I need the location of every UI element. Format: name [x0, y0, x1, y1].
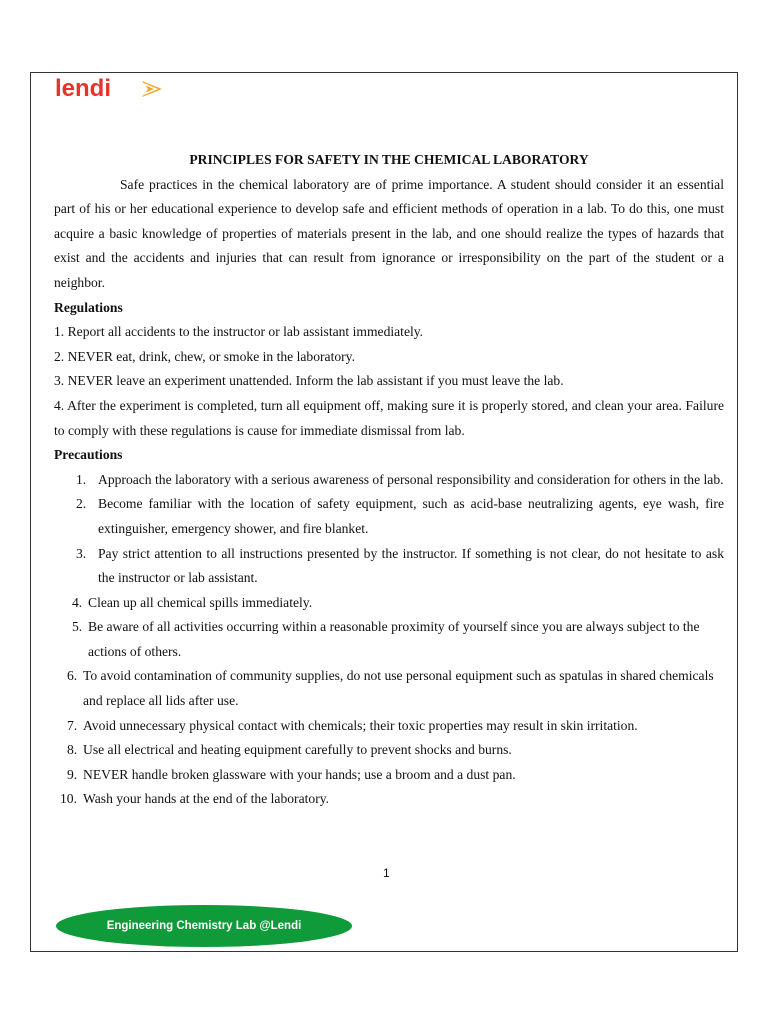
intro-text: Safe practices in the chemical laboratory are of prime importance. A student should consider it an essential part of his or her educational experience to develop safe and efficient methods of operation in a lab. To do this, one must acquire a basic knowledge of properties of materials present in the lab, and one should realize the types of hazards that exist and the accidents and injuries that can result from ignorance or irresponsibility on the part of the student or a neighbor.: [54, 176, 724, 290]
regulation-item-2: 2. NEVER eat, drink, chew, or smoke in the laboratory.: [54, 348, 355, 364]
logo-wordmark: lendi: [55, 75, 112, 102]
precaution-number: 10.: [60, 791, 77, 807]
footer-badge: [56, 905, 352, 947]
precaution-item-1: [54, 468, 724, 493]
precaution-text: Avoid unnecessary physical contact with chemicals; their toxic properties may result in skin irritation.: [83, 717, 638, 733]
precaution-item-3: [54, 542, 724, 591]
precaution-number: 3.: [76, 545, 87, 561]
precaution-text: Use all electrical and heating equipment carefully to prevent shocks and burns.: [83, 742, 512, 758]
page-title: PRINCIPLES FOR SAFETY IN THE CHEMICAL LABORATORY: [189, 152, 589, 167]
page-number: 1: [383, 866, 390, 880]
lendi-logo: [54, 75, 179, 103]
precaution-text: Approach the laboratory with a serious awareness of personal responsibility and consideration for others in the lab.: [98, 471, 724, 487]
precaution-number: 4.: [72, 594, 83, 610]
lendi-logo-graphic: [54, 75, 179, 103]
footer-label: Engineering Chemistry Lab @Lendi: [106, 920, 302, 932]
precaution-item-9: [54, 763, 724, 788]
regulations-heading: Regulations: [54, 299, 123, 315]
precaution-item-7: [54, 714, 724, 739]
precaution-number: 7.: [67, 717, 78, 733]
precaution-item-6: [54, 664, 724, 713]
precaution-text: NEVER handle broken glassware with your hands; use a broom and a dust pan.: [83, 766, 516, 782]
precaution-number: 2.: [76, 496, 87, 512]
precaution-text: Clean up all chemical spills immediately.: [88, 594, 313, 610]
regulation-item-1: 1. Report all accidents to the instructor or lab assistant immediately.: [54, 324, 424, 340]
precaution-number: 1.: [76, 471, 87, 487]
precaution-text: Wash your hands at the end of the laboratory.: [83, 791, 330, 807]
precaution-text: To avoid contamination of community supplies, do not use personal equipment such as spatulas in shared chemicals and replace all lids after use.: [83, 668, 714, 709]
precaution-item-4: [54, 591, 724, 616]
regulation-item-3: 3. NEVER leave an experiment unattended. Inform the lab assistant if you must leave the lab.: [54, 373, 564, 389]
precaution-number: 5.: [72, 619, 83, 635]
precaution-text: Become familiar with the location of safety equipment, such as acid-base neutralizing agents, eye wash, fire extinguisher, emergency shower, and fire blanket.: [98, 496, 724, 536]
precaution-number: 9.: [67, 766, 78, 782]
precaution-text: Be aware of all activities occurring within a reasonable proximity of yourself since you are always subject to the actions of others.: [88, 619, 700, 659]
precaution-number: 8.: [67, 742, 78, 758]
intro-paragraph: [54, 173, 724, 296]
logo-arrow-icon: [142, 81, 162, 97]
regulation-item-4: 4. After the experiment is completed, turn all equipment off, making sure it is properly stored, and clean your area. Failure to comply with these regulations is cause for immediate dismissal from lab.: [54, 397, 724, 438]
document-body: [54, 148, 724, 812]
precaution-item-8: [54, 738, 724, 763]
precaution-number: 6.: [67, 668, 78, 684]
precaution-item-10: [54, 787, 724, 812]
precaution-item-5: [54, 615, 724, 664]
precautions-heading: Precautions: [54, 447, 123, 463]
precaution-item-2: [54, 492, 724, 541]
precaution-text: Pay strict attention to all instructions presented by the instructor. If something is not clear, do not hesitate to ask the instructor or lab assistant.: [98, 545, 724, 586]
